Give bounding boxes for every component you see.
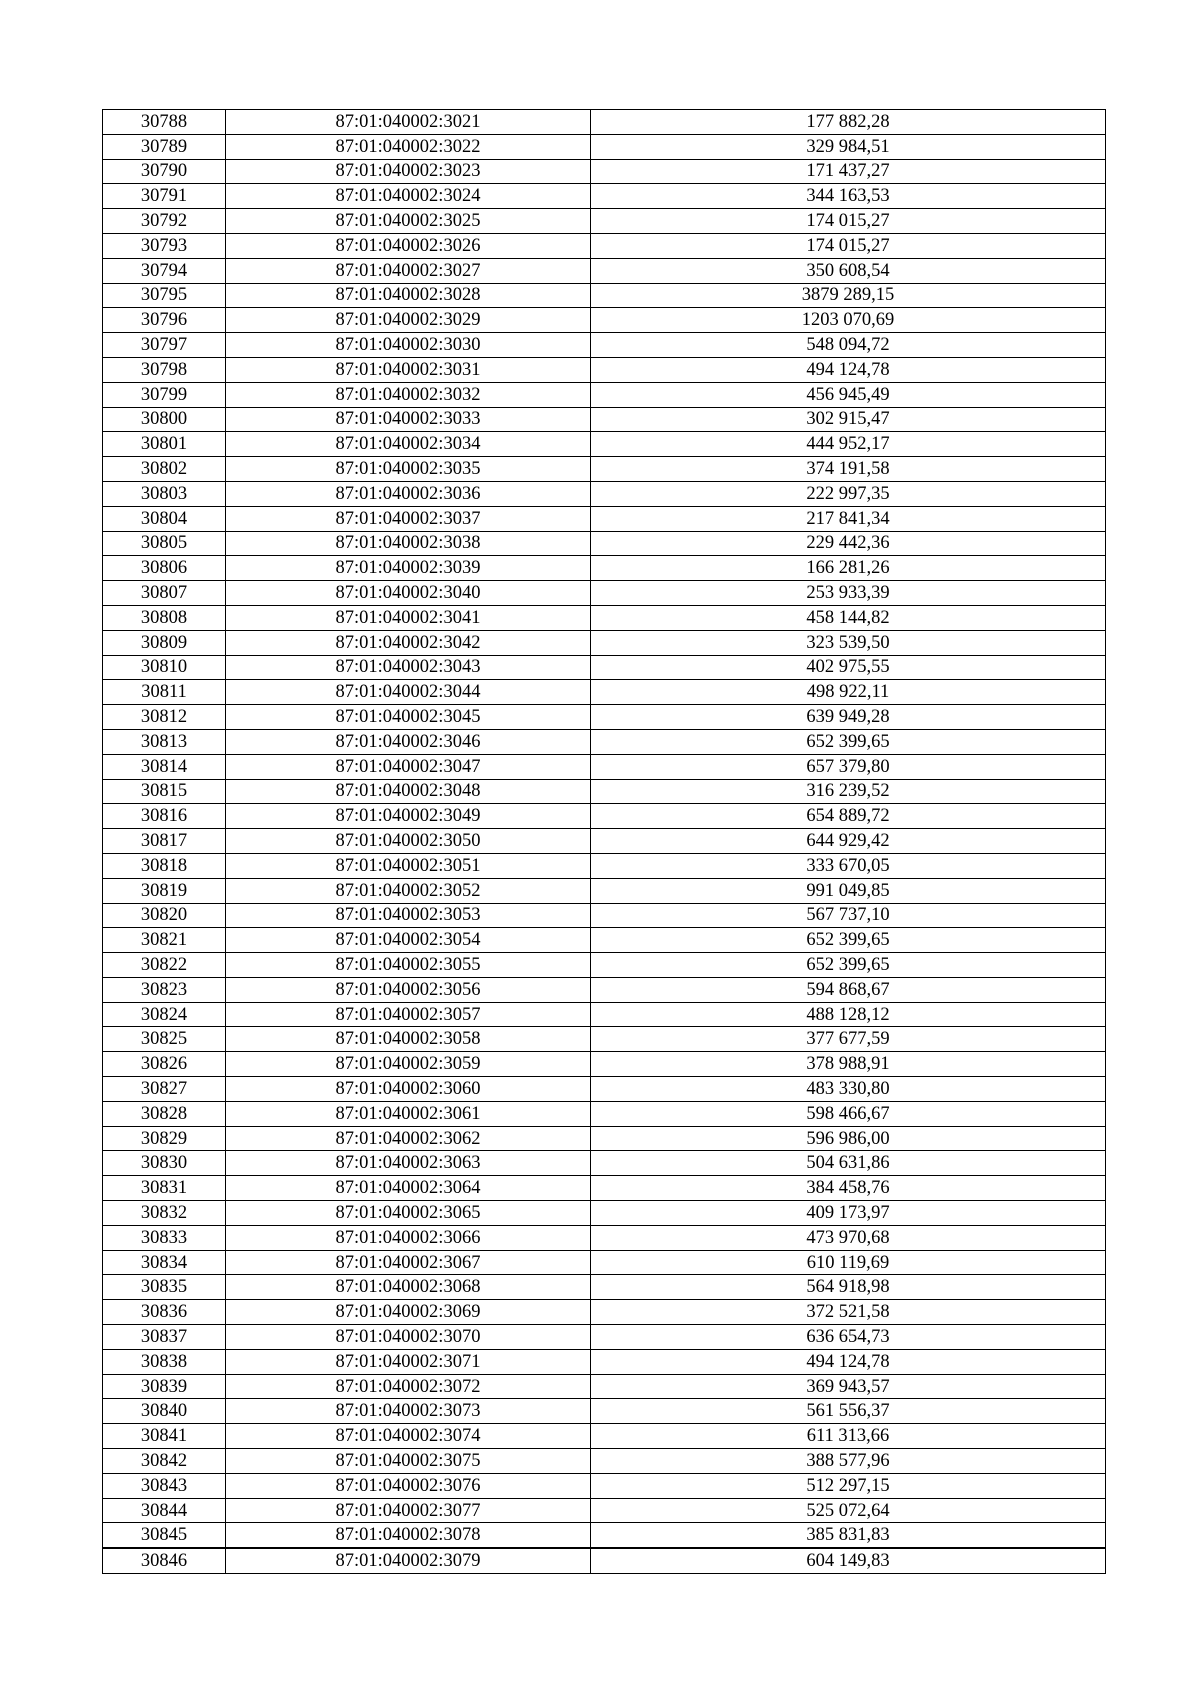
table-row [103,531,1106,556]
cadastral-value-cell: 174 015,27 [591,209,1106,234]
cadastral-value-cell: 564 918,98 [591,1275,1106,1300]
table-row [103,357,1106,382]
table-row [103,853,1106,878]
document-page [102,109,1105,1574]
cadastral-number-cell: 87:01:040002:3032 [226,382,591,407]
cadastral-number-cell: 87:01:040002:3022 [226,134,591,159]
row-number-cell: 30820 [103,903,226,928]
table-row [103,481,1106,506]
cadastral-value-cell: 374 191,58 [591,457,1106,482]
cadastral-value-cell: 329 984,51 [591,134,1106,159]
row-number-cell: 30789 [103,134,226,159]
cadastral-value-cell: 639 949,28 [591,705,1106,730]
row-number-cell: 30824 [103,1002,226,1027]
row-number-cell: 30810 [103,655,226,680]
cadastral-number-cell: 87:01:040002:3076 [226,1473,591,1498]
cadastral-number-cell: 87:01:040002:3071 [226,1349,591,1374]
cadastral-value-cell: 594 868,67 [591,977,1106,1002]
row-number-cell: 30809 [103,630,226,655]
row-number-cell: 30827 [103,1077,226,1102]
cadastral-value-cell: 652 399,65 [591,953,1106,978]
cadastral-value-cell: 378 988,91 [591,1052,1106,1077]
row-number-cell: 30836 [103,1300,226,1325]
cadastral-number-cell: 87:01:040002:3051 [226,853,591,878]
table-row [103,1176,1106,1201]
row-number-cell: 30800 [103,407,226,432]
cadastral-value-cell: 657 379,80 [591,754,1106,779]
table-body [103,110,1106,1574]
row-number-cell: 30794 [103,258,226,283]
cadastral-value-cell: 166 281,26 [591,556,1106,581]
row-number-cell: 30816 [103,804,226,829]
cadastral-number-cell: 87:01:040002:3038 [226,531,591,556]
cadastral-value-cell: 229 442,36 [591,531,1106,556]
table-row [103,1325,1106,1350]
cadastral-value-cell: 3879 289,15 [591,283,1106,308]
table-row [103,333,1106,358]
cadastral-number-cell: 87:01:040002:3059 [226,1052,591,1077]
row-number-cell: 30813 [103,729,226,754]
row-number-cell: 30814 [103,754,226,779]
cadastral-number-cell: 87:01:040002:3035 [226,457,591,482]
cadastral-number-cell: 87:01:040002:3046 [226,729,591,754]
cadastral-number-cell: 87:01:040002:3023 [226,159,591,184]
row-number-cell: 30819 [103,878,226,903]
table-row [103,878,1106,903]
table-row [103,382,1106,407]
table-row [103,1374,1106,1399]
cadastral-value-cell: 177 882,28 [591,110,1106,135]
cadastral-number-cell: 87:01:040002:3028 [226,283,591,308]
table-row [103,705,1106,730]
row-number-cell: 30815 [103,779,226,804]
cadastral-number-cell: 87:01:040002:3043 [226,655,591,680]
table-row [103,829,1106,854]
table-row [103,233,1106,258]
table-row [103,630,1106,655]
cadastral-number-cell: 87:01:040002:3033 [226,407,591,432]
cadastral-value-cell: 344 163,53 [591,184,1106,209]
table-row [103,556,1106,581]
row-number-cell: 30790 [103,159,226,184]
cadastral-number-cell: 87:01:040002:3049 [226,804,591,829]
table-row [103,134,1106,159]
row-number-cell: 30842 [103,1449,226,1474]
row-number-cell: 30797 [103,333,226,358]
table-row [103,1498,1106,1523]
row-number-cell: 30798 [103,357,226,382]
row-number-cell: 30788 [103,110,226,135]
cadastral-value-cell: 384 458,76 [591,1176,1106,1201]
cadastral-value-cell: 652 399,65 [591,928,1106,953]
cadastral-value-cell: 525 072,64 [591,1498,1106,1523]
cadastral-value-cell: 561 556,37 [591,1399,1106,1424]
table-row [103,1201,1106,1226]
table-row [103,1225,1106,1250]
row-number-cell: 30804 [103,506,226,531]
cadastral-number-cell: 87:01:040002:3040 [226,581,591,606]
cadastral-value-cell: 171 437,27 [591,159,1106,184]
cadastral-value-cell: 316 239,52 [591,779,1106,804]
table-row [103,1399,1106,1424]
table-row [103,308,1106,333]
row-number-cell: 30829 [103,1126,226,1151]
cadastral-value-cell: 253 933,39 [591,581,1106,606]
cadastral-number-cell: 87:01:040002:3029 [226,308,591,333]
table-row [103,1473,1106,1498]
row-number-cell: 30841 [103,1424,226,1449]
table-row [103,1077,1106,1102]
cadastral-number-cell: 87:01:040002:3050 [226,829,591,854]
cadastral-number-cell: 87:01:040002:3064 [226,1176,591,1201]
table-row [103,1349,1106,1374]
cadastral-value-cell: 333 670,05 [591,853,1106,878]
row-number-cell: 30840 [103,1399,226,1424]
table-row [103,506,1106,531]
row-number-cell: 30832 [103,1201,226,1226]
cadastral-value-cell: 610 119,69 [591,1250,1106,1275]
table-row [103,729,1106,754]
cadastral-value-cell: 372 521,58 [591,1300,1106,1325]
cadastral-number-cell: 87:01:040002:3044 [226,680,591,705]
row-number-cell: 30791 [103,184,226,209]
cadastral-value-cell: 217 841,34 [591,506,1106,531]
cadastral-number-cell: 87:01:040002:3042 [226,630,591,655]
row-number-cell: 30803 [103,481,226,506]
table-row [103,804,1106,829]
cadastral-value-cell: 302 915,47 [591,407,1106,432]
cadastral-number-cell: 87:01:040002:3053 [226,903,591,928]
cadastral-number-cell: 87:01:040002:3079 [226,1548,591,1573]
table-row [103,1275,1106,1300]
cadastral-number-cell: 87:01:040002:3047 [226,754,591,779]
cadastral-number-cell: 87:01:040002:3065 [226,1201,591,1226]
cadastral-number-cell: 87:01:040002:3025 [226,209,591,234]
table-row [103,457,1106,482]
row-number-cell: 30796 [103,308,226,333]
cadastral-number-cell: 87:01:040002:3073 [226,1399,591,1424]
cadastral-value-cell: 369 943,57 [591,1374,1106,1399]
row-number-cell: 30830 [103,1151,226,1176]
cadastral-number-cell: 87:01:040002:3058 [226,1027,591,1052]
table-row [103,407,1106,432]
cadastral-value-cell: 473 970,68 [591,1225,1106,1250]
table-row [103,432,1106,457]
cadastral-value-cell: 604 149,83 [591,1548,1106,1573]
cadastral-number-cell: 87:01:040002:3063 [226,1151,591,1176]
cadastral-value-cell: 596 986,00 [591,1126,1106,1151]
row-number-cell: 30844 [103,1498,226,1523]
cadastral-number-cell: 87:01:040002:3061 [226,1101,591,1126]
cadastral-number-cell: 87:01:040002:3060 [226,1077,591,1102]
table-row [103,655,1106,680]
table-row [103,1052,1106,1077]
row-number-cell: 30806 [103,556,226,581]
cadastral-value-cell: 458 144,82 [591,605,1106,630]
row-number-cell: 30835 [103,1275,226,1300]
table-row [103,1002,1106,1027]
cadastral-value-cell: 598 466,67 [591,1101,1106,1126]
cadastral-number-cell: 87:01:040002:3077 [226,1498,591,1523]
row-number-cell: 30837 [103,1325,226,1350]
row-number-cell: 30822 [103,953,226,978]
table-row [103,680,1106,705]
cadastral-number-cell: 87:01:040002:3054 [226,928,591,953]
row-number-cell: 30812 [103,705,226,730]
cadastral-value-cell: 456 945,49 [591,382,1106,407]
cadastral-value-table [102,109,1106,1574]
cadastral-number-cell: 87:01:040002:3074 [226,1424,591,1449]
row-number-cell: 30817 [103,829,226,854]
row-number-cell: 30838 [103,1349,226,1374]
table-row [103,903,1106,928]
cadastral-value-cell: 402 975,55 [591,655,1106,680]
cadastral-value-cell: 498 922,11 [591,680,1106,705]
table-row [103,754,1106,779]
row-number-cell: 30811 [103,680,226,705]
table-row [103,258,1106,283]
cadastral-number-cell: 87:01:040002:3037 [226,506,591,531]
table-row [103,1449,1106,1474]
row-number-cell: 30831 [103,1176,226,1201]
cadastral-value-cell: 652 399,65 [591,729,1106,754]
row-number-cell: 30833 [103,1225,226,1250]
cadastral-value-cell: 504 631,86 [591,1151,1106,1176]
row-number-cell: 30843 [103,1473,226,1498]
cadastral-value-cell: 611 313,66 [591,1424,1106,1449]
cadastral-number-cell: 87:01:040002:3062 [226,1126,591,1151]
cadastral-value-cell: 488 128,12 [591,1002,1106,1027]
table-row [103,1126,1106,1151]
cadastral-number-cell: 87:01:040002:3067 [226,1250,591,1275]
table-row [103,928,1106,953]
cadastral-number-cell: 87:01:040002:3031 [226,357,591,382]
cadastral-number-cell: 87:01:040002:3068 [226,1275,591,1300]
row-number-cell: 30799 [103,382,226,407]
cadastral-value-cell: 174 015,27 [591,233,1106,258]
cadastral-number-cell: 87:01:040002:3026 [226,233,591,258]
cadastral-number-cell: 87:01:040002:3078 [226,1523,591,1548]
table-row [103,159,1106,184]
row-number-cell: 30805 [103,531,226,556]
table-row [103,209,1106,234]
row-number-cell: 30823 [103,977,226,1002]
cadastral-number-cell: 87:01:040002:3072 [226,1374,591,1399]
table-row [103,779,1106,804]
cadastral-value-cell: 385 831,83 [591,1523,1106,1548]
cadastral-number-cell: 87:01:040002:3034 [226,432,591,457]
cadastral-value-cell: 548 094,72 [591,333,1106,358]
cadastral-value-cell: 512 297,15 [591,1473,1106,1498]
cadastral-value-cell: 494 124,78 [591,357,1106,382]
row-number-cell: 30818 [103,853,226,878]
cadastral-number-cell: 87:01:040002:3027 [226,258,591,283]
cadastral-value-cell: 377 677,59 [591,1027,1106,1052]
table-row [103,184,1106,209]
table-row [103,1523,1106,1548]
table-row [103,1250,1106,1275]
cadastral-value-cell: 991 049,85 [591,878,1106,903]
cadastral-number-cell: 87:01:040002:3052 [226,878,591,903]
table-row [103,953,1106,978]
cadastral-number-cell: 87:01:040002:3055 [226,953,591,978]
row-number-cell: 30826 [103,1052,226,1077]
row-number-cell: 30793 [103,233,226,258]
cadastral-value-cell: 644 929,42 [591,829,1106,854]
cadastral-number-cell: 87:01:040002:3048 [226,779,591,804]
table-row [103,605,1106,630]
cadastral-value-cell: 494 124,78 [591,1349,1106,1374]
table-row [103,283,1106,308]
cadastral-value-cell: 1203 070,69 [591,308,1106,333]
cadastral-number-cell: 87:01:040002:3070 [226,1325,591,1350]
row-number-cell: 30795 [103,283,226,308]
cadastral-value-cell: 350 608,54 [591,258,1106,283]
row-number-cell: 30825 [103,1027,226,1052]
cadastral-value-cell: 323 539,50 [591,630,1106,655]
table-row [103,110,1106,135]
cadastral-number-cell: 87:01:040002:3039 [226,556,591,581]
row-number-cell: 30828 [103,1101,226,1126]
cadastral-number-cell: 87:01:040002:3056 [226,977,591,1002]
row-number-cell: 30821 [103,928,226,953]
cadastral-number-cell: 87:01:040002:3069 [226,1300,591,1325]
row-number-cell: 30846 [103,1548,226,1573]
row-number-cell: 30792 [103,209,226,234]
cadastral-value-cell: 409 173,97 [591,1201,1106,1226]
row-number-cell: 30807 [103,581,226,606]
table-row [103,1548,1106,1573]
cadastral-value-cell: 222 997,35 [591,481,1106,506]
cadastral-value-cell: 636 654,73 [591,1325,1106,1350]
cadastral-number-cell: 87:01:040002:3024 [226,184,591,209]
table-row [103,1027,1106,1052]
cadastral-number-cell: 87:01:040002:3057 [226,1002,591,1027]
cadastral-number-cell: 87:01:040002:3030 [226,333,591,358]
cadastral-number-cell: 87:01:040002:3075 [226,1449,591,1474]
cadastral-number-cell: 87:01:040002:3036 [226,481,591,506]
row-number-cell: 30808 [103,605,226,630]
row-number-cell: 30801 [103,432,226,457]
table-row [103,1151,1106,1176]
cadastral-number-cell: 87:01:040002:3021 [226,110,591,135]
table-row [103,977,1106,1002]
cadastral-number-cell: 87:01:040002:3041 [226,605,591,630]
table-row [103,581,1106,606]
table-row [103,1300,1106,1325]
table-row [103,1101,1106,1126]
cadastral-value-cell: 567 737,10 [591,903,1106,928]
row-number-cell: 30839 [103,1374,226,1399]
cadastral-number-cell: 87:01:040002:3045 [226,705,591,730]
cadastral-value-cell: 388 577,96 [591,1449,1106,1474]
cadastral-number-cell: 87:01:040002:3066 [226,1225,591,1250]
cadastral-value-cell: 483 330,80 [591,1077,1106,1102]
row-number-cell: 30802 [103,457,226,482]
cadastral-value-cell: 444 952,17 [591,432,1106,457]
table-row [103,1424,1106,1449]
cadastral-value-cell: 654 889,72 [591,804,1106,829]
row-number-cell: 30834 [103,1250,226,1275]
row-number-cell: 30845 [103,1523,226,1548]
